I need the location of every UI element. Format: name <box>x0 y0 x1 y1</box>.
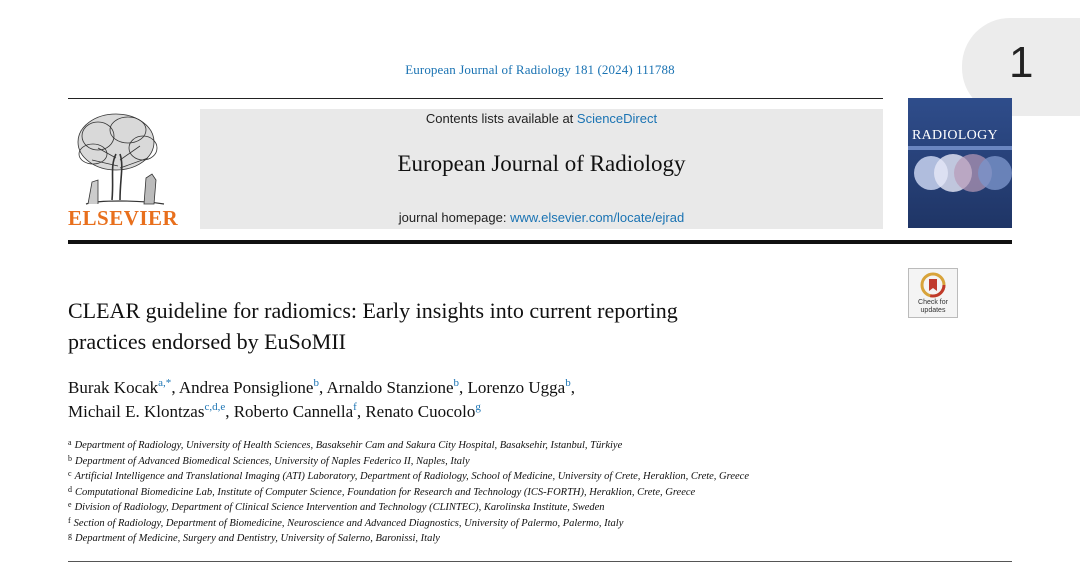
author-list <box>68 376 898 424</box>
journal-citation-link[interactable]: European Journal of Radiology 181 (2024) 111788 <box>405 62 675 77</box>
author-name[interactable]: Roberto Cannella <box>233 402 354 421</box>
affiliation-item: $^a$ Department of Radiology, University of Health Sciences, Basaksehir Cam and Sakura City Hospital, Basaksehir, Istanbul, Türkiye <box>68 438 623 451</box>
affiliation-item: $^g$ Department of Medicine, Surgery and Dentistry, University of Salerno, Baronissi, Italy <box>68 531 440 544</box>
check-updates-icon <box>909 269 957 299</box>
author-line-1: Burak Kocak$^{a,*}$, Andrea Ponsiglione$^b$, Arnaldo Stanzione$^b$, Lorenzo Ugga$^b$, <box>68 377 575 397</box>
cover-title: RADIOLOGY <box>912 128 998 143</box>
sciencedirect-link[interactable]: ScienceDirect <box>576 111 658 126</box>
check-for-updates-button[interactable] <box>908 268 958 318</box>
journal-title: European Journal of Radiology <box>397 151 686 176</box>
journal-cover-thumbnail[interactable] <box>908 98 1012 228</box>
homepage-prefix: journal homepage: <box>398 210 511 225</box>
affiliation-item: $^f$ Section of Radiology, Department of Biomedicine, Neuroscience and Advanced Diagnostics, University of Palermo, Palermo, Italy <box>68 515 624 529</box>
author-name[interactable]: Arnaldo Stanzione <box>326 378 454 397</box>
author-name[interactable]: Michail E. Klontzas <box>68 402 205 421</box>
page-number: 1 <box>1009 38 1034 87</box>
author-name[interactable]: Lorenzo Ugga <box>467 378 566 397</box>
author-affiliation-ref[interactable]: f <box>353 401 357 413</box>
author-line-2: Michail E. Klontzas$^{c,d,e}$, Roberto Cannella$^f$, Renato Cuocolo$^g$ <box>68 401 481 421</box>
top-rule <box>68 98 883 99</box>
author-name[interactable]: Burak Kocak <box>68 378 159 397</box>
author-affiliation-ref[interactable]: g <box>475 401 481 413</box>
check-updates-label: Check for updates <box>918 299 948 314</box>
author-affiliation-ref[interactable]: c,d,e <box>204 401 226 413</box>
affiliation-item: $^b$ Department of Advanced Biomedical Sciences, University of Naples Federico II, Naples, Italy <box>68 453 470 467</box>
affiliation-item: $^e$ Division of Radiology, Department of Clinical Science Intervention and Technology (CLINTEC), Karolinska Institute, Sweden <box>68 500 605 513</box>
author-affiliation-ref[interactable]: a,* <box>158 377 172 389</box>
contents-prefix: Contents lists available at <box>425 111 577 126</box>
author-affiliation-ref[interactable]: b <box>313 377 319 389</box>
article-title <box>68 295 868 357</box>
author-affiliation-ref[interactable]: b <box>453 377 460 389</box>
elsevier-wordmark: ELSEVIER <box>68 206 179 230</box>
author-name[interactable]: Renato Cuocolo <box>365 402 476 421</box>
journal-homepage-link[interactable]: www.elsevier.com/locate/ejrad <box>510 210 685 225</box>
homepage-line <box>200 210 883 225</box>
author-name[interactable]: Andrea Ponsiglione <box>178 378 314 397</box>
cover-band <box>908 146 1012 150</box>
contents-line <box>200 111 883 126</box>
affiliation-item: $^d$ Computational Biomedicine Lab, Institute of Computer Science, Foundation for Research and Technology (ICS-FORTH), Heraklion, Crete, Greece <box>68 484 696 498</box>
author-affiliation-ref[interactable]: b <box>565 377 571 389</box>
cover-circle-4 <box>978 156 1012 190</box>
bottom-rule <box>68 561 1012 562</box>
article-title-line-2: practices endorsed by EuSoMII <box>68 329 346 354</box>
affiliation-item: $^c$ Artificial Intelligence and Translational Imaging (ATI) Laboratory, Department of Radiology, School of Medicine, University of Crete, Heraklion, Crete, Greece <box>68 469 749 482</box>
journal-masthead <box>200 109 883 229</box>
article-title-line-1: CLEAR guideline for radiomics: Early insights into current reporting <box>68 298 678 323</box>
affiliation-list <box>68 438 968 547</box>
header-divider <box>68 240 1012 244</box>
